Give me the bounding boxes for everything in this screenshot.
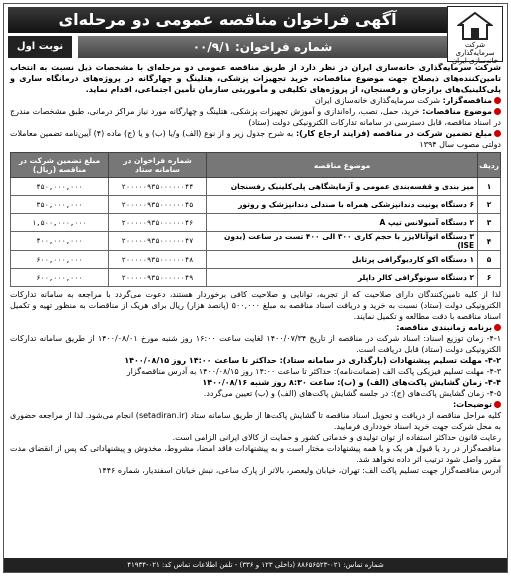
row-code: ۲۰۰۰۰۰۹۳۵۰۰۰۰۰۰۴۷ xyxy=(109,232,207,251)
row-code: ۲۰۰۰۰۰۹۳۵۰۰۰۰۰۰۴۶ xyxy=(109,214,207,232)
footer-contact: شماره تماس: ۰۲۱-۸۸۶۵۶۵۲۳ (داخلی ۱۲۳ و ۳۳۶) - تلفن اطلاعات تماس کد: ۰۲۱-۴۱۹۳۴ xyxy=(4,558,507,572)
bullet-icon xyxy=(494,401,501,408)
table-header-row xyxy=(11,153,501,178)
row-amount: ۴۵۰,۰۰۰,۰۰۰ xyxy=(11,178,109,196)
section-organizer xyxy=(4,95,507,106)
note-item: رعایت قانون حداکثر استفاده از توان تولیدی و خدماتی کشور و حمایت از کالای ایرانی الزامی است. xyxy=(172,433,501,442)
note-item: کلیه مراحل مناقصه از دریافت و تحویل اسناد مناقصه تا گشایش پاکت‌ها از طریق سامانه ستاد (setadiran.ir) انجام می‌شود. لذا از مراجعه حضوری به محل شرکت جهت خرید اسناد خودداری فرمایید. xyxy=(10,411,501,431)
section-text: خرید، حمل، نصب، راه‌اندازی و آموزش تجهیزات پزشکی، هتلینگ و چهارگانه مورد نیاز مراکز درمانی، طبق مشخصات مندرج در اسناد مناقصه، قابل دسترسی در سامانه تدارکات الکترونیکی دولت (ستاد) xyxy=(10,107,501,127)
section-text: به شرح جدول زیر و از نوع (الف) و/یا (ب) و یا (ج) ماده (۴) آیین‌نامه تضمین معاملات دولتی مصوب سال ۱۳۹۴ xyxy=(10,129,501,149)
page-title: آگهی فراخوان مناقصه عمومی دو مرحله‌ای xyxy=(8,7,447,33)
col-amount: مبلغ تضمین شرکت در مناقصه (ریال) xyxy=(11,153,109,178)
row-desc: ۲ دستگاه سونوگرافی کالر داپلر xyxy=(207,269,478,287)
row-num: ۴ xyxy=(478,232,501,251)
row-desc: ۳ دستگاه اتوآنالایزر با حجم کاری ۳۰۰ الی ۴۰۰ تست در ساعت (بدون ISE) xyxy=(207,232,478,251)
row-code: ۲۰۰۰۰۰۹۳۵۰۰۰۰۰۰۴۵ xyxy=(109,196,207,214)
table-row xyxy=(11,251,501,269)
tender-table xyxy=(10,152,501,287)
row-code: ۲۰۰۰۰۰۹۳۵۰۰۰۰۰۰۴۸ xyxy=(109,251,207,269)
row-num: ۱ xyxy=(478,178,501,196)
col-code: شماره فراخوان در سامانه ستاد xyxy=(109,153,207,178)
round-badge: نوبت اول xyxy=(8,36,72,58)
logo-caption: شرکت سرمایه‌گذاری خانه‌سازی ایران xyxy=(451,41,499,65)
row-code: ۲۰۰۰۰۰۹۳۵۰۰۰۰۰۰۴۴ xyxy=(109,178,207,196)
table-row xyxy=(11,178,501,196)
row-amount: ۶۰۰,۰۰۰,۰۰۰ xyxy=(11,251,109,269)
table-row xyxy=(11,269,501,287)
row-desc: ۱ دستگاه اکو کاردیوگرافی پرتابل xyxy=(207,251,478,269)
table-row xyxy=(11,196,501,214)
intro-paragraph: شرکت سرمایه‌گذاری خانه‌سازی ایران در نظر دارد از طریق مناقصه عمومی دو مرحله‌ای با مشخصات ذیل نسبت به انتخاب تامین‌کننده‌های ذیصلاح جهت موضوع مناقصات، خرید تجهیزات پزشکی، هتلینگ و چهارگانه در پروژه‌های درمانگاه ساری و پلی‌کلینیک‌های برازجان و رفسنجان، از پروژه‌های تکلیفی و مأموریتی سازمان تأمین اجتماعی، اقدام نماید. xyxy=(10,63,501,94)
house-logo-icon xyxy=(447,6,503,65)
notes-heading: توضیحات: xyxy=(4,399,507,410)
schedule-heading: برنامه زمانبندی مناقصه: xyxy=(4,322,507,333)
row-num: ۶ xyxy=(478,269,501,287)
call-number: شماره فراخوان: ۰۰/۹/۱ xyxy=(78,36,447,58)
schedule-item: ۴-۴- زمان گشایش پاکت‌های (الف) و (ب): ساعت ۸:۳۰ روز شنبه ۱۴۰۰/۰۸/۱۶ xyxy=(202,378,501,387)
section-label: مناقصه‌گزار: xyxy=(442,96,492,105)
note-item: آدرس مناقصه‌گزار جهت تسلیم پاکت الف: تهران، خیابان ولیعصر، بالاتر از پارک ساعی، نبش خیابان اسفندیار، شماره ۱۴۴۶ xyxy=(98,466,501,475)
tender-notice xyxy=(3,3,508,573)
row-num: ۲ xyxy=(478,196,501,214)
bullet-icon xyxy=(494,97,501,104)
schedule-item: ۴-۵- زمان گشایش پاکت‌های (ج): در جلسه گشایش پاکت‌های (الف) و (ب) تعیین می‌گردد. xyxy=(203,389,501,398)
row-amount: ۳۵۰,۰۰۰,۰۰۰ xyxy=(11,196,109,214)
row-desc: ۲ دستگاه آمبولانس تیپ A xyxy=(207,214,478,232)
row-amount: ۶۰۰,۰۰۰,۰۰۰ xyxy=(11,269,109,287)
section-guarantee xyxy=(4,128,507,150)
schedule-item: ۴-۳- مهلت تسلیم فیزیکی پاکت الف (ضمانت‌نامه): حداکثر تا ساعت ۱۴:۰۰ روز ۱۴۰۰/۰۸/۱۵ به آدرس مناقصه‌گزار xyxy=(126,367,501,376)
schedule-item: ۴-۱- زمان توزیع اسناد: اسناد شرکت در مناقصه از تاریخ ۱۴۰۰/۰۷/۳۴ لغایت ساعت ۱۶:۰۰ روز شنبه مورخ ۱۴۰۰/۰۸/۰۱ از طریق سامانه تدارکات الکترونیکی دولت (ستاد) قابل دریافت است. xyxy=(10,334,501,354)
header xyxy=(4,4,507,65)
schedule-item: ۴-۲- مهلت تسلیم پیشنهادات (بارگذاری در سامانه ستاد): حداکثر تا ساعت ۱۴:۰۰ روز ۱۴۰۰/۰۸/۱۵ xyxy=(124,356,501,365)
row-amount: ۴۰۰,۰۰۰,۰۰۰ xyxy=(11,232,109,251)
bullet-icon xyxy=(494,324,501,331)
note-item: مناقصه‌گزار در رد یا قبول هر یک و یا همه پیشنهادات مختار است و به پیشنهادات فاقد امضا، مشروط، مخدوش و پیشنهاداتی که پس از انقضای مدت مقرر واصل شود ترتیب اثر داده نخواهد شد. xyxy=(10,444,501,464)
section-subject xyxy=(4,106,507,128)
row-desc: ۶ دستگاه یونیت دندانپزشکی همراه با صندلی دندانپزشک و روتور xyxy=(207,196,478,214)
section-label: موضوع مناقصات: xyxy=(422,107,492,116)
row-code: ۲۰۰۰۰۰۹۳۵۰۰۰۰۰۰۴۹ xyxy=(109,269,207,287)
note-invitation: لذا از کلیه تامین‌کنندگان دارای صلاحیت که از تجربه، توانایی و صلاحیت کافی برخوردار هستند، دعوت می‌گردد با مراجعه به سامانه تدارکات الکترونیکی دولت (ستاد) نسبت به خرید و دریافت اسناد مناقصه به مبلغ ۵۰۰,۰۰۰ (پانصد هزار) ریال برای هریک از مناقصات به منظور تهیه و تکمیل اسناد مناقصه با دقت مطالعه و تکمیل نمایند. xyxy=(10,290,501,321)
bullet-icon xyxy=(494,108,501,115)
bullet-icon xyxy=(494,130,501,137)
col-num: ردیف xyxy=(478,153,501,178)
row-desc: میز بندی و قفسه‌بندی عمومی و آزمایشگاهی پلی‌کلینیک رفسنجان xyxy=(207,178,478,196)
section-text: شرکت سرمایه‌گذاری خانه‌سازی ایران xyxy=(314,96,441,105)
row-num: ۳ xyxy=(478,214,501,232)
row-amount: ۱,۵۰۰,۰۰۰,۰۰۰ xyxy=(11,214,109,232)
col-desc: موضوع مناقصه xyxy=(207,153,478,178)
table-row xyxy=(11,232,501,251)
row-num: ۵ xyxy=(478,251,501,269)
table-row xyxy=(11,214,501,232)
section-label: مبلغ تضمین شرکت در مناقصه (فرایند ارجاع کار): xyxy=(295,129,493,138)
